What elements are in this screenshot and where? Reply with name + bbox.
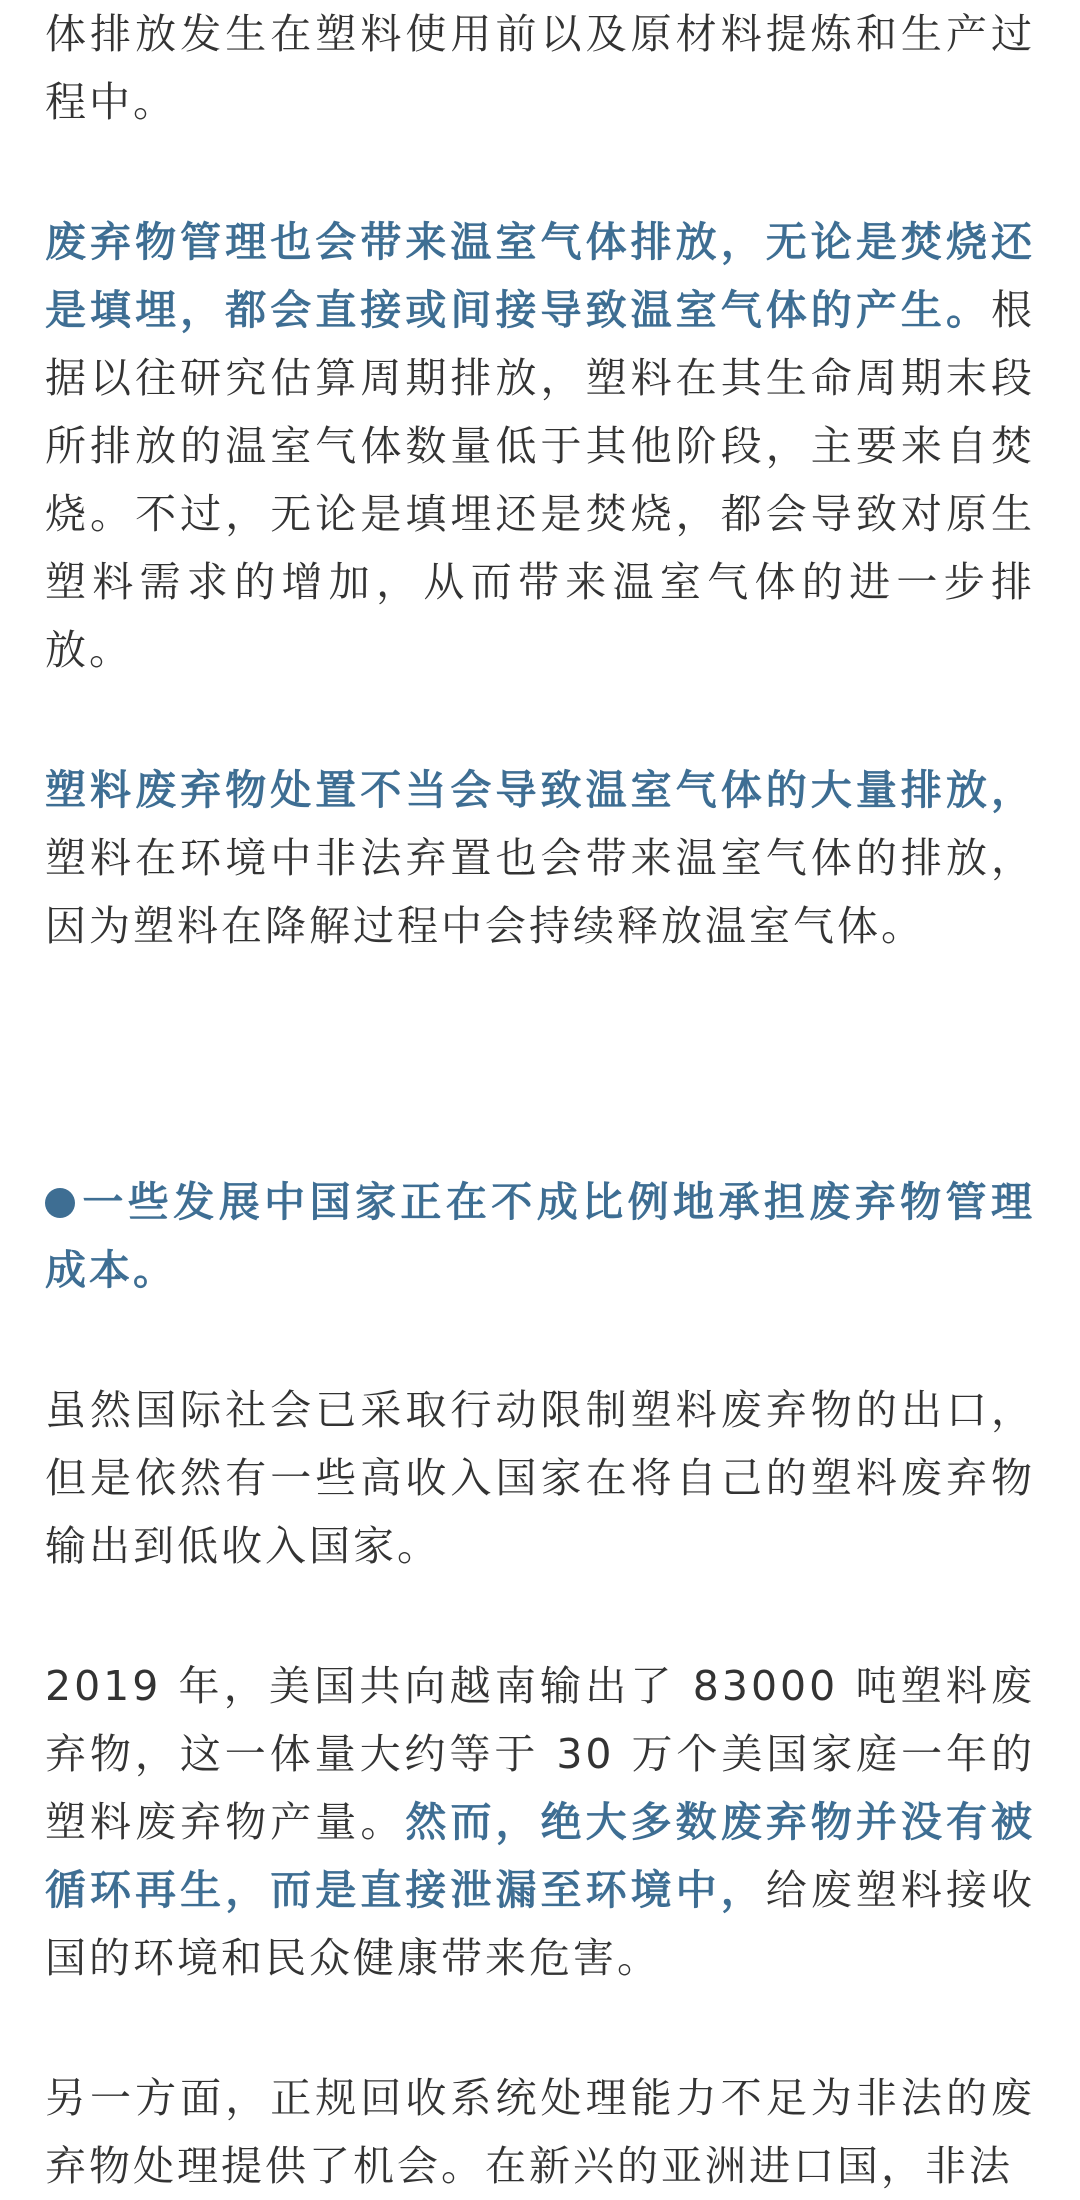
spacer [45, 960, 1035, 1168]
paragraph-5-text-before: 2019 年，美国共向越南输出了 83000 吨塑料废弃物，这一体量大约等于 30 万个美国家庭一年的塑料废弃物产量。 [45, 1662, 1035, 1846]
spacer [45, 136, 1035, 208]
section-heading [45, 1168, 1035, 1304]
spacer [45, 1580, 1035, 1652]
paragraph-2-text: 根据以往研究估算周期排放，塑料在其生命周期末段所排放的温室气体数量低于其他阶段，主要来自焚烧。不过，无论是填埋还是焚烧，都会导致对原生塑料需求的增加，从而带来温室气体的进一步排放。 [45, 286, 1035, 674]
section-heading-text: 一些发展中国家正在不成比例地承担废弃物管理成本。 [45, 1178, 1035, 1294]
spacer [45, 684, 1035, 756]
paragraph-5 [45, 1652, 1035, 1992]
paragraph-1 [45, 0, 1035, 136]
paragraph-1-text: 体排放发生在塑料使用前以及原材料提炼和生产过程中。 [45, 10, 1035, 126]
spacer [45, 1992, 1035, 2064]
paragraph-5-text-after: 给废塑料接收国的环境和民众健康带来危害。 [45, 1866, 1036, 1982]
paragraph-4 [45, 1376, 1035, 1580]
paragraph-2-highlight: 废弃物管理也会带来温室气体排放，无论是焚烧还是填埋，都会直接或间接导致温室气体的产生。 [45, 218, 1035, 334]
paragraph-6-text: 另一方面，正规回收系统处理能力不足为非法的废弃物处理提供了机会。在新兴的亚洲进口国，非法 [45, 2074, 1035, 2190]
paragraph-5-highlight: 然而，绝大多数废弃物并没有被循环再生，而是直接泄漏至环境中， [45, 1798, 1036, 1914]
paragraph-2 [45, 208, 1035, 684]
paragraph-6 [45, 2064, 1035, 2200]
paragraph-4-text: 虽然国际社会已采取行动限制塑料废弃物的出口，但是依然有一些高收入国家在将自己的塑料废弃物输出到低收入国家。 [45, 1386, 1035, 1570]
paragraph-3-highlight: 塑料废弃物处置不当会导致温室气体的大量排放， [45, 766, 1035, 814]
article-body [45, 0, 1035, 2200]
spacer [45, 1304, 1035, 1376]
paragraph-3-text: 塑料在环境中非法弃置也会带来温室气体的排放，因为塑料在降解过程中会持续释放温室气体。 [45, 834, 1035, 950]
paragraph-3 [45, 756, 1035, 960]
bullet-dot-icon [45, 1188, 75, 1218]
